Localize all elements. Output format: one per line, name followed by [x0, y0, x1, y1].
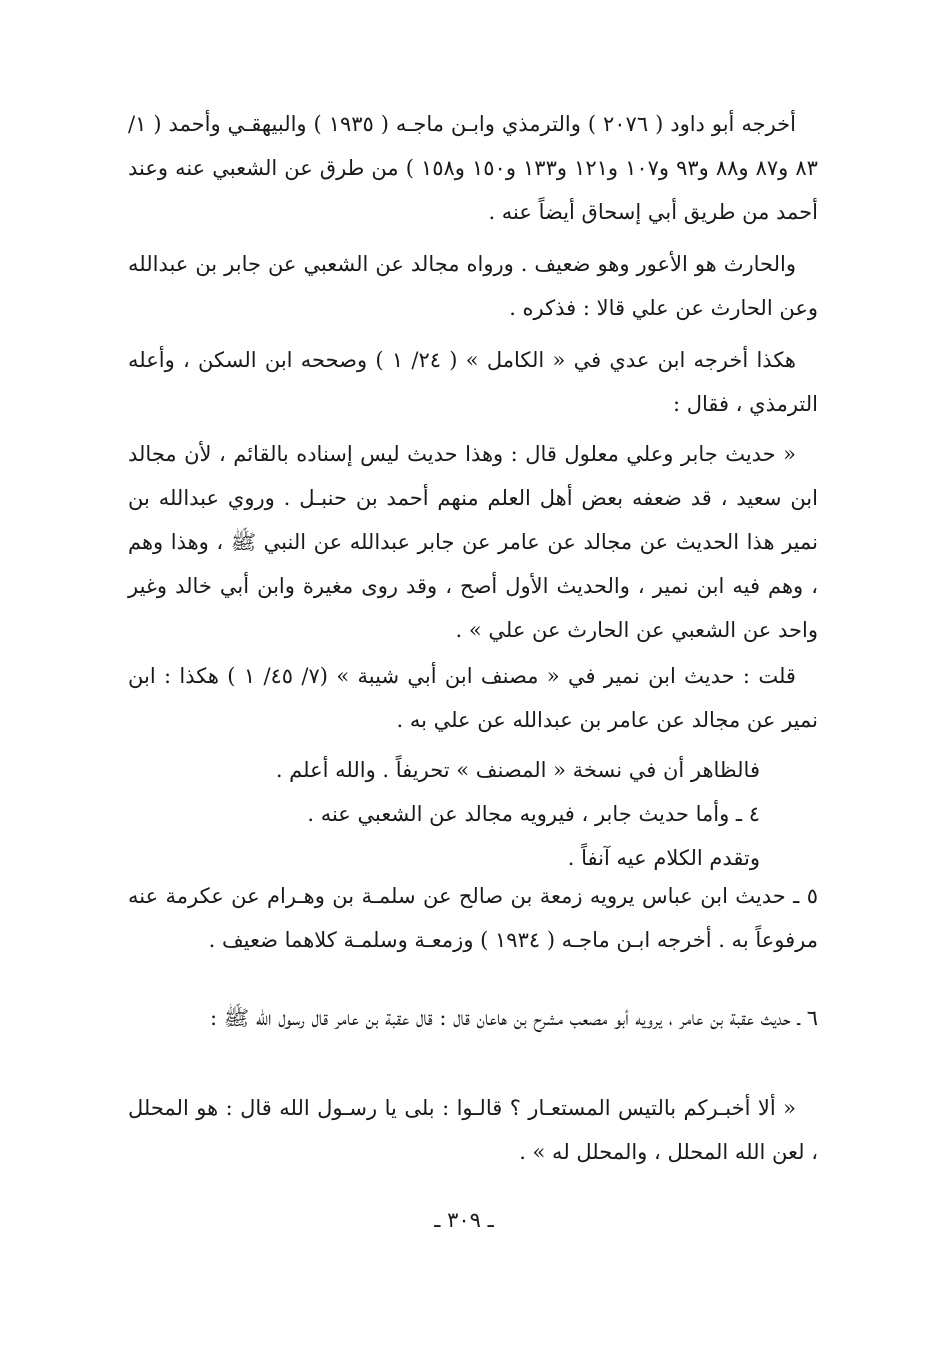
paragraph-text: أخرجه أبو داود ( ٢٠٧٦ ) والترمذي وابـن ماجـه ( ١٩٣٥ ) والبيهقـي وأحمد ( ١/ ٨٣ و٨٧ و٨٨ و٩٣ و١٠٧ و١٢١ و١٣٣ و١٥٠ و١٥٨ ) من طرق عن الشعبي عنه وعند أحمد من طريق أبي إسحاق أيضاً عنه . [128, 112, 818, 224]
numbered-item-4: ٤ ـ وأما حديث جابر ، فيرويه مجالد عن الشعبي عنه . [307, 802, 760, 826]
paragraph-text: ٥ ـ حديث ابن عباس يرويه زمعة بن صالح عن سلمـة بن وهـرام عن عكرمة عنه مرفوعاً به . أخرجه ابـن ماجـه ( ١٩٣٤ ) وزمعـة وسلمـة كلاهما ضعيف . [128, 884, 818, 952]
numbered-item-6 [128, 996, 818, 1040]
indented-lines [128, 748, 818, 880]
numbered-item-5 [128, 874, 818, 962]
paragraph-takhrij [128, 102, 818, 234]
paragraph-tirmidhi-quote [128, 432, 818, 652]
paragraph-text: وتقدم الكلام عيه آنفاً . [567, 846, 760, 870]
paragraph-text: هكذا أخرجه ابن عدي في « الكامل » ( ٢٤/ ١ ) وصححه ابن السكن ، وأعله الترمذي ، فقال : [128, 348, 818, 416]
paragraph-text: والحارث هو الأعور وهو ضعيف . ورواه مجالد عن الشعبي عن جابر بن عبدالله وعن الحارث عن علي قالا : فذكره . [128, 252, 818, 320]
paragraph-ibn-adi [128, 338, 818, 426]
paragraph-harith [128, 242, 818, 330]
hadith-quote [128, 1086, 818, 1174]
quote-text: « ألا أخبـركم بالتيس المستعـار ؟ قالـوا : بلى يا رسـول الله قال : هو المحلل ، لعن الله المحلل ، والمحلل له » . [128, 1096, 818, 1164]
quote-text: « حديث جابر وعلي معلول قال : وهذا حديث ليس إسناده بالقائم ، لأن مجالد ابن سعيد ، قد ضعفه بعض أهل العلم منهم أحمد بن حنبـل . وروي عبدالله بن نمير هذا الحديث عن مجالد عن عامر عن جابر عبدالله عن النبي ﷺ ، وهذا وهم ، وهم فيه ابن نمير ، والحديث الأول أصح ، وقد روى مغيرة وابن أبي خالد وغير واحد عن الشعبي عن الحارث عن علي » . [128, 442, 818, 642]
paragraph-ibn-numair [128, 654, 818, 742]
paragraph-text: ٦ ـ حديث عقبة بن عامر ، يرويه أبو مصعب مشرح بن هاعان قال : قال عقبة بن عامر قال رسول الله ﷺ : [210, 1006, 818, 1030]
paragraph-text: قلت : حديث ابن نمير في « مصنف ابن أبي شيبة » (٧/ ٤٥/ ١ ) هكذا : ابن نمير عن مجالد عن عامر بن عبدالله عن علي به . [128, 664, 818, 732]
page-number: ـ ٣٠٩ ـ [434, 1208, 494, 1232]
paragraph-text: فالظاهر أن في نسخة « المصنف » تحريفاً . والله أعلم . [275, 758, 760, 782]
